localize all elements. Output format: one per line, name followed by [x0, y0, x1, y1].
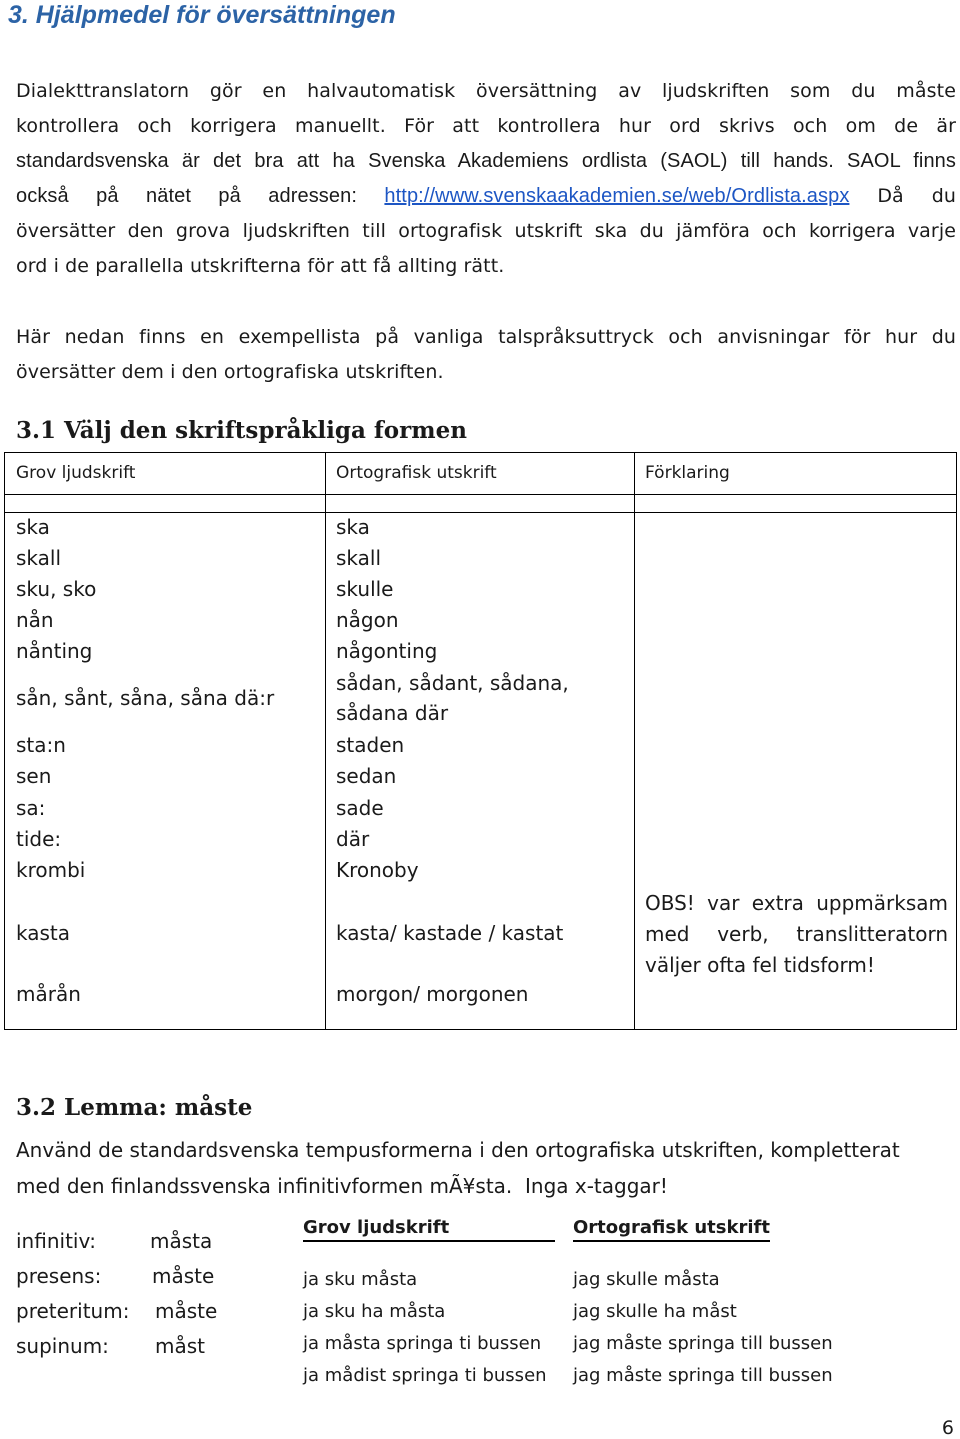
grov-cell: skall [16, 546, 62, 570]
grov-cell: mårån [16, 982, 81, 1006]
column-header-grov: Grov ljudskrift [303, 1216, 555, 1242]
example-grov: ja sku måsta [303, 1269, 418, 1290]
section2-text: med den finlandssvenska infinitivformen mÃ¥sta. Inga x-taggar! [16, 1174, 668, 1198]
orto-cell: sedan [336, 764, 397, 788]
example-grov: ja måsta springa ti bussen [303, 1333, 542, 1354]
column-header-orto: Ortografisk utskrift [336, 463, 497, 483]
intro-text: också på nätet på adressen: [16, 185, 385, 207]
explanation-note [645, 888, 948, 981]
intro2-paragraph [16, 320, 956, 390]
grov-cell: nånting [16, 639, 93, 663]
form-value: måste [152, 1264, 215, 1288]
orto-cell: någon [336, 608, 399, 632]
orto-cell: staden [336, 733, 405, 757]
example-orto: jag måste springa till bussen [573, 1333, 833, 1354]
form-label: preteritum: [16, 1299, 130, 1323]
intro-line: standardsvenska är det bra att ha Svenska Akademiens ordlista (SAOL) till hands. SAOL finns [16, 150, 956, 172]
form-value: måste [155, 1299, 218, 1323]
intro2-line: översätter dem i den ortografiska utskriften. [16, 361, 444, 383]
column-divider [634, 453, 635, 1029]
orto-cell: sådan, sådant, sådana, [336, 671, 569, 695]
grov-cell: tide: [16, 827, 62, 851]
page-number: 6 [941, 1417, 954, 1439]
intro-line: ord i de parallella utskrifterna för att få allting rätt. [16, 255, 505, 277]
saol-link[interactable]: http://www.svenskaakademien.se/web/Ordlista.aspx [384, 185, 850, 207]
intro-line: kontrollera och korrigera manuellt. För att kontrollera hur ord skrivs och om de är [16, 115, 956, 137]
form-label: infinitiv: [16, 1229, 96, 1253]
orto-cell: kasta/ kastade / kastat [336, 921, 564, 945]
note-line: med verb, translitteratorn [645, 922, 948, 946]
grov-cell: krombi [16, 858, 86, 882]
section-title: 3.1 Välj den skriftspråkliga formen [16, 417, 467, 444]
grov-cell: sån, sånt, såna, såna dä:r [16, 686, 275, 710]
column-divider [325, 453, 326, 1029]
form-label: supinum: [16, 1334, 109, 1358]
form-label: presens: [16, 1264, 102, 1288]
grov-cell: kasta [16, 921, 71, 945]
example-orto: jag skulle ha måst [573, 1301, 737, 1322]
intro-line-with-link [16, 179, 956, 214]
intro-text: Då du [849, 185, 957, 207]
intro-paragraph [16, 74, 956, 284]
grov-cell: sku, sko [16, 577, 97, 601]
orto-cell: sade [336, 796, 384, 820]
example-grov: ja sku ha måsta [303, 1301, 446, 1322]
section2-text: Använd de standardsvenska tempusformerna i den ortografiska utskriften, kompletterat [16, 1138, 900, 1162]
column-header-orto: Ortografisk utskrift [573, 1216, 770, 1242]
orto-cell: sådana där [336, 701, 449, 725]
grov-cell: nån [16, 608, 54, 632]
header-divider [5, 512, 956, 513]
grov-cell: ska [16, 515, 50, 539]
form-value: måsta [150, 1229, 213, 1253]
grov-cell: sen [16, 764, 52, 788]
orto-cell: skall [336, 546, 382, 570]
note-line: väljer ofta fel tidsform! [645, 953, 875, 977]
grov-cell: sa: [16, 796, 46, 820]
column-header-grov: Grov ljudskrift [16, 463, 136, 483]
orto-cell: någonting [336, 639, 438, 663]
page-heading: 3. Hjälpmedel för översättningen [8, 1, 396, 29]
intro2-line: Här nedan finns en exempellista på vanliga talspråksuttryck och anvisningar för hur du [16, 326, 956, 348]
section-title: 3.2 Lemma: måste [16, 1094, 253, 1121]
form-value: måst [155, 1334, 205, 1358]
translation-table [4, 452, 957, 1030]
orto-cell: Kronoby [336, 858, 419, 882]
example-grov: ja mådist springa ti bussen [303, 1365, 547, 1386]
orto-cell: ska [336, 515, 370, 539]
intro-line: översätter den grova ljudskriften till ortografisk utskrift ska du jämföra och korrigera varje [16, 220, 956, 242]
grov-cell: sta:n [16, 733, 66, 757]
note-line: OBS! var extra uppmärksam [645, 891, 948, 915]
header-divider [5, 494, 956, 495]
orto-cell: morgon/ morgonen [336, 982, 529, 1006]
intro-line: Dialekttranslatorn gör en halvautomatisk översättning av ljudskriften som du måste [16, 80, 956, 102]
example-orto: jag skulle måsta [573, 1269, 720, 1290]
example-orto: jag måste springa till bussen [573, 1365, 833, 1386]
orto-cell: där [336, 827, 370, 851]
column-header-forklaring: Förklaring [645, 463, 730, 483]
orto-cell: skulle [336, 577, 394, 601]
